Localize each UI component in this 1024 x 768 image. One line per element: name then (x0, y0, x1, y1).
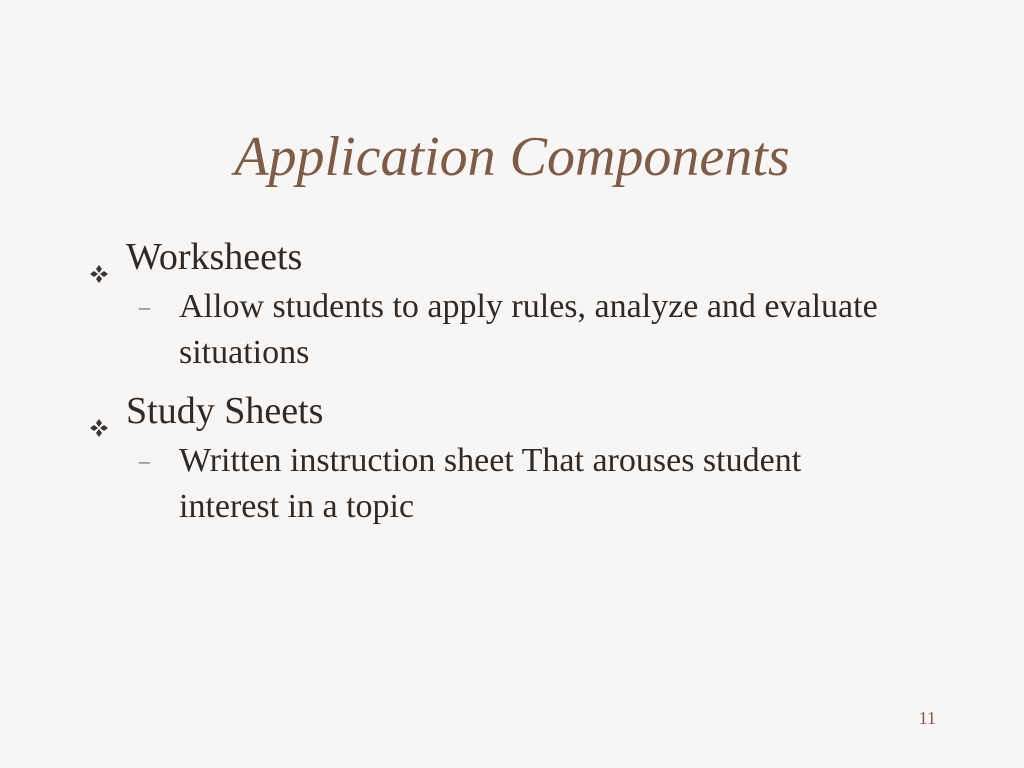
sub-bullet-text: Allow students to apply rules, analyze and evaluate situations (179, 288, 878, 371)
dash-marker: – (139, 448, 150, 473)
bullet-list (88, 230, 928, 538)
diamond-dots-icon (88, 246, 110, 268)
bullet-label: Study Sheets (126, 390, 324, 432)
sub-bullet-item (134, 284, 899, 376)
sub-list (126, 284, 928, 376)
sub-bullet-item (134, 438, 899, 530)
bullet-item-worksheets (88, 230, 928, 376)
bullet-item-study-sheets (88, 384, 928, 530)
diamond-dots-icon (88, 400, 110, 422)
bullet-label: Worksheets (126, 236, 303, 278)
page-number: 11 (918, 708, 936, 728)
sub-bullet-text: Written instruction sheet That arouses student interest in a topic (179, 442, 802, 525)
sub-list (126, 438, 928, 530)
slide-title: Application Components (234, 126, 790, 188)
dash-marker: – (139, 294, 150, 319)
